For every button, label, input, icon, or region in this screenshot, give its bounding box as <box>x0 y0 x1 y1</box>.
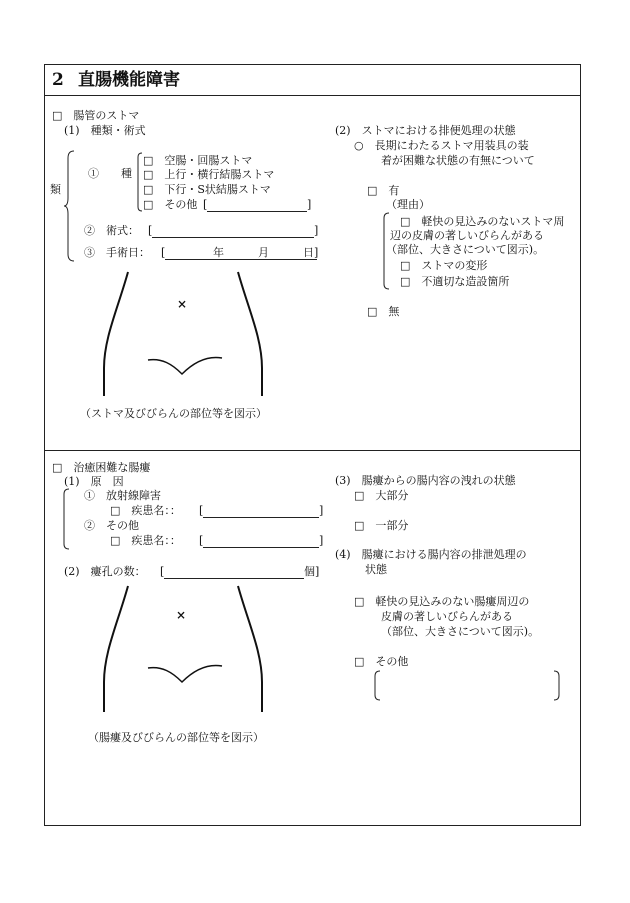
fistula-q3-most[interactable]: □ 大部分 <box>354 489 409 502</box>
kind-side-label: 類 <box>50 183 61 196</box>
fistula-q3-label: (3) 腸瘻からの腸内容の洩れの状態 <box>335 474 516 487</box>
fistula-q4-other[interactable]: □ その他 <box>354 655 409 668</box>
cause-other-disease[interactable]: □ 疾患名：： <box>110 534 181 547</box>
surgery-date-field[interactable] <box>165 259 317 260</box>
procedure-label: ② 術式： <box>84 224 139 237</box>
surgery-date-open: [ <box>161 246 166 259</box>
fistula-count-field[interactable] <box>164 578 304 579</box>
section-title: 直腸機能障害 <box>78 70 180 90</box>
fistula-count-unit: 個] <box>304 565 320 578</box>
fistula-mark: × <box>176 608 187 622</box>
kind-brace <box>64 150 76 262</box>
kind-option-descending[interactable]: □ 下行・S状結腸ストマ <box>143 183 271 196</box>
stoma-heading[interactable]: □ 腸管のストマ <box>52 109 140 122</box>
surgery-date-month: 月 <box>258 246 269 259</box>
reason-erosion-line2: 辺の皮膚の著しいびらんがある <box>390 229 544 242</box>
procedure-field[interactable] <box>152 237 314 238</box>
fistula-q4-erosion-line3: （部位、大きさについて図示)。 <box>381 625 540 638</box>
stoma-q2-item-line1: ○ 長期にわたるストマ用装具の装 <box>354 139 529 152</box>
abdomen-diagram[interactable] <box>100 268 260 408</box>
stoma-mark: × <box>177 297 188 311</box>
section-number: 2 <box>52 70 64 90</box>
cause-radiation-close: ] <box>319 504 324 517</box>
fistula-other-field[interactable] <box>374 670 564 702</box>
fistula-count-open: [ <box>160 565 165 578</box>
fistula-q4-erosion[interactable]: □ 軽快の見込みのない腸瘻周辺の <box>354 595 530 608</box>
cause-brace <box>62 488 70 550</box>
kind-option-ascending[interactable]: □ 上行・横行結腸ストマ <box>143 168 275 181</box>
section-divider <box>44 450 581 451</box>
cause-other: ② その他 <box>84 519 139 532</box>
cause-radiation-field[interactable] <box>203 517 319 518</box>
cause-radiation: ① 放射線障害 <box>84 489 161 502</box>
stoma-caption: （ストマ及びびらんの部位等を図示） <box>80 407 267 420</box>
surgery-date-day: 日] <box>303 246 319 259</box>
cause-radiation-disease[interactable]: □ 疾患名：： <box>110 504 181 517</box>
kind-option-jejunum[interactable]: □ 空腸・回腸ストマ <box>143 154 253 167</box>
fistula-heading[interactable]: □ 治癒困難な腸瘻 <box>52 461 151 474</box>
fistula-q4-label-line2: 状態 <box>365 563 387 576</box>
kind-marker: ① 種 <box>88 167 132 180</box>
stoma-q2-label: (2) ストマにおける排便処理の状態 <box>335 124 516 137</box>
fistula-q4-label-line1: (4) 腸瘻における腸内容の排泄処理の <box>335 548 527 561</box>
fistula-q4-erosion-line2: 皮膚の著しいびらんがある <box>381 610 513 623</box>
kind-other-open: [ <box>203 198 208 211</box>
stoma-yes[interactable]: □ 有 <box>367 184 400 197</box>
procedure-close: ] <box>314 224 319 237</box>
stoma-no[interactable]: □ 無 <box>367 305 400 318</box>
kind-option-other[interactable]: □ その他 <box>143 198 198 211</box>
surgery-date-label: ③ 手術日： <box>84 246 150 259</box>
cause-other-open: [ <box>199 534 204 547</box>
fistula-caption: （腸瘻及びびらんの部位等を図示） <box>88 731 264 744</box>
surgery-date-year: 年 <box>213 246 224 259</box>
procedure-open: [ <box>148 224 153 237</box>
reason-label: （理由） <box>386 198 430 211</box>
kind-other-close: ] <box>307 198 312 211</box>
fistula-count-label: (2) 瘻孔の数： <box>64 565 146 578</box>
cause-other-field[interactable] <box>203 547 319 548</box>
stoma-q2-item-line2: 着が困難な状態の有無について <box>381 154 535 167</box>
kind-other-field[interactable] <box>207 211 307 212</box>
title-divider <box>44 95 581 96</box>
cause-radiation-open: [ <box>199 504 204 517</box>
fistula-q3-partial[interactable]: □ 一部分 <box>354 519 409 532</box>
fistula-abdomen-diagram[interactable] <box>100 582 260 722</box>
cause-other-close: ] <box>319 534 324 547</box>
reason-improper-site[interactable]: □ 不適切な造設箇所 <box>400 275 510 288</box>
fistula-q1-label: (1) 原 因 <box>64 475 124 488</box>
reason-erosion[interactable]: □ 軽快の見込みのないストマ周 <box>400 215 565 228</box>
reason-erosion-line3: （部位、大きさについて図示)。 <box>386 243 545 256</box>
stoma-q1-label: (1) 種類・術式 <box>64 124 146 137</box>
reason-deformity[interactable]: □ ストマの変形 <box>400 259 488 272</box>
